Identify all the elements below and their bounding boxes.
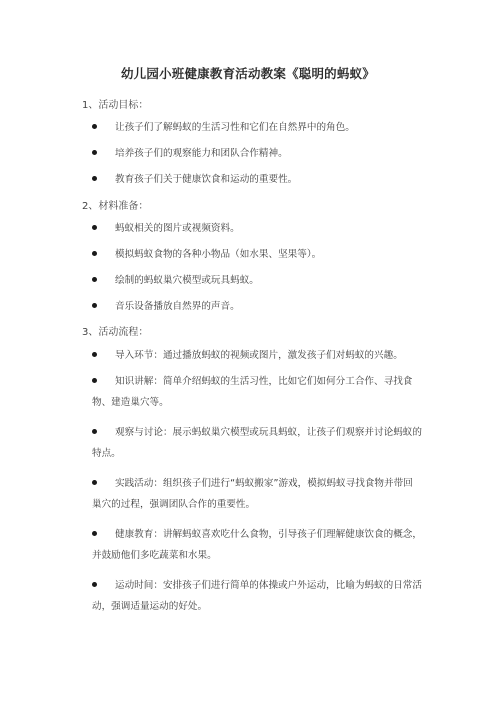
- list-item-text: 绘制的蚂蚁巢穴模型或玩具蚂蚁。: [115, 275, 259, 286]
- list-item-text: 健康教育：讲解蚂蚁喜欢吃什么食物，引导孩子们理解健康饮食的概念，并鼓励他们多吃蔬菜和水果。: [92, 529, 422, 561]
- bullet-icon: [92, 480, 97, 485]
- list-item-text: 模拟蚂蚁食物的各种小物品（如水果、坚果等）。: [115, 249, 322, 260]
- list-item: [92, 244, 422, 265]
- bullet-icon: [92, 378, 97, 383]
- list-item-text: 教育孩子们关于健康饮食和运动的重要性。: [115, 174, 298, 185]
- bullet-icon: [92, 251, 97, 256]
- list-item-text: 音乐设备播放自然界的声音。: [115, 301, 240, 312]
- list-item: [92, 143, 422, 164]
- section-heading-goals: 1、活动目标：: [82, 100, 149, 111]
- list-item: [92, 169, 422, 190]
- list-item-text: 知识讲解：简单介绍蚂蚁的生活习性，比如它们如何分工合作、寻找食物、建造巢穴等。: [92, 376, 413, 408]
- list-item-text: 导入环节：通过播放蚂蚁的视频或图片，激发孩子们对蚂蚁的兴趣。: [115, 350, 403, 361]
- bullet-icon: [92, 225, 97, 230]
- list-item: [92, 345, 422, 366]
- list-item-text: 让孩子们了解蚂蚁的生活习性和它们在自然界中的角色。: [115, 122, 355, 133]
- list-item-text: 培养孩子们的观察能力和团队合作精神。: [115, 148, 288, 159]
- list-item: [92, 218, 422, 239]
- bullet-icon: [92, 277, 97, 282]
- bullet-icon: [92, 176, 97, 181]
- list-item: [92, 524, 422, 566]
- bullet-icon: [92, 352, 97, 357]
- list-item: [92, 422, 422, 464]
- bullet-icon: [92, 150, 97, 155]
- list-item: [92, 473, 422, 515]
- list-item-text: 实践活动：组织孩子们进行“蚂蚁搬家”游戏，模拟蚂蚁寻找食物并带回巢穴的过程，强调团队合作的重要性。: [92, 478, 413, 510]
- bullet-icon: [92, 429, 97, 434]
- bullet-icon: [92, 531, 97, 536]
- bullet-icon: [92, 303, 97, 308]
- bullet-icon: [92, 582, 97, 587]
- list-item: [92, 371, 422, 413]
- list-item: [92, 575, 422, 617]
- list-item-text: 运动时间：安排孩子们进行简单的体操或户外运动，比喻为蚂蚁的日常活动，强调适量运动的好处。: [92, 580, 422, 612]
- list-item: [92, 117, 422, 138]
- list-item-text: 观察与讨论：展示蚂蚁巢穴模型或玩具蚂蚁，让孩子们观察并讨论蚂蚁的特点。: [92, 427, 422, 459]
- bullet-icon: [92, 124, 97, 129]
- section-heading-materials: 2、材料准备：: [82, 201, 149, 212]
- list-item: [92, 296, 422, 317]
- list-item-text: 蚂蚁相关的图片或视频资料。: [115, 223, 240, 234]
- section-heading-process: 3、活动流程：: [82, 327, 149, 338]
- list-item: [92, 270, 422, 291]
- document-title: 幼儿园小班健康教育活动教案《聪明的蚂蚁》: [120, 66, 375, 81]
